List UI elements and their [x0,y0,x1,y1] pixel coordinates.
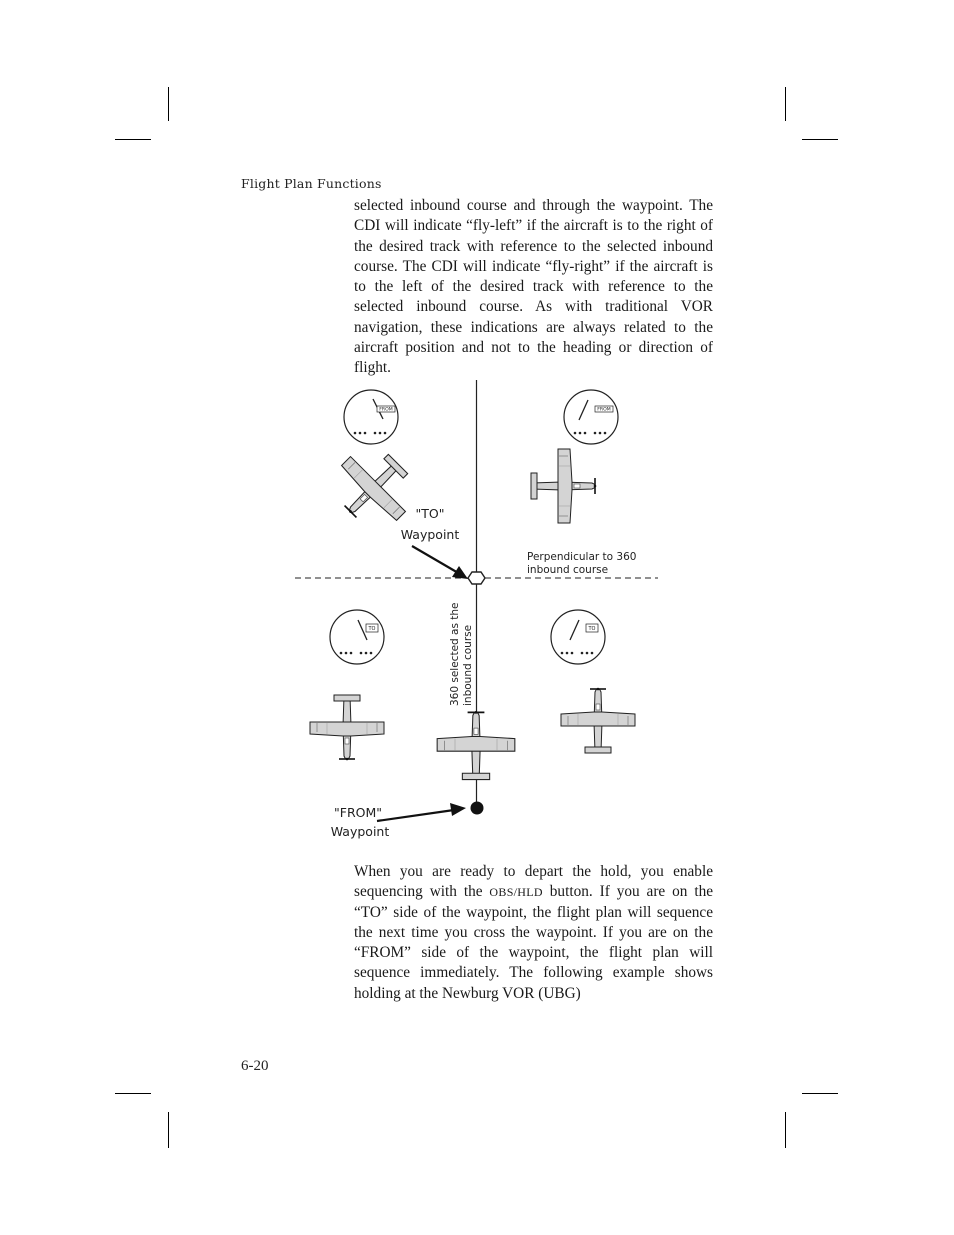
to-waypoint-marker [468,572,485,584]
paragraph-text: When you are ready to depart the hold, you enable sequencing with the [354,863,713,901]
airplane-icon [437,711,515,780]
cdi-flag: FROM [597,407,611,413]
svg-text:inbound course: inbound course [462,624,474,706]
inbound-course-label [449,602,474,706]
perpendicular-label: inbound course [527,564,609,576]
airplane-icon [531,449,596,523]
body-paragraph [354,862,713,1004]
cdi-indicator-top-right [564,390,618,444]
svg-text:360 selected as the: 360 selected as the [449,602,461,706]
cdi-flag: FROM [379,407,393,413]
running-header: Flight Plan Functions [241,176,382,191]
page-number: 6-20 [241,1058,269,1074]
cdi-flag: TO [588,626,596,632]
paragraph-text: button. If you are on the “TO” side of the waypoint, the flight plan will sequence the next time you cross the waypoint. If you are on the “FROM” side of the waypoint, the flight plan will sequence immediately. The following example shows holding at the Newburg VOR (UBG) [354,883,714,1002]
to-waypoint-label: "TO" [415,506,445,521]
airplane-icon [561,688,635,753]
cdi-indicator-top-left [344,390,398,444]
from-waypoint-marker [471,802,484,815]
cdi-indicator-bottom-left [330,610,384,664]
from-waypoint-label: "FROM" [334,805,382,820]
airplane-icon [322,437,425,540]
airplane-icon [310,695,384,760]
body-paragraph: selected inbound course and through the waypoint. The CDI will indicate “fly-left” if the aircraft is to the right of the desired track with reference to the selected inbound course. The CDI will indicate “fly-right” if the aircraft is to the left of the desired track with reference to the selected inbound course. As with traditional VOR navigation, these indications are always related to the aircraft position and not to the heading or direction of flight. [354,197,713,377]
perpendicular-label: Perpendicular to 360 [527,551,637,563]
from-waypoint-label: Waypoint [330,824,390,839]
to-waypoint-label: Waypoint [400,527,460,542]
obs-hld-key: OBS/HLD [489,885,543,900]
cdi-flag: TO [368,626,376,632]
cdi-indicator-bottom-right [551,610,605,664]
